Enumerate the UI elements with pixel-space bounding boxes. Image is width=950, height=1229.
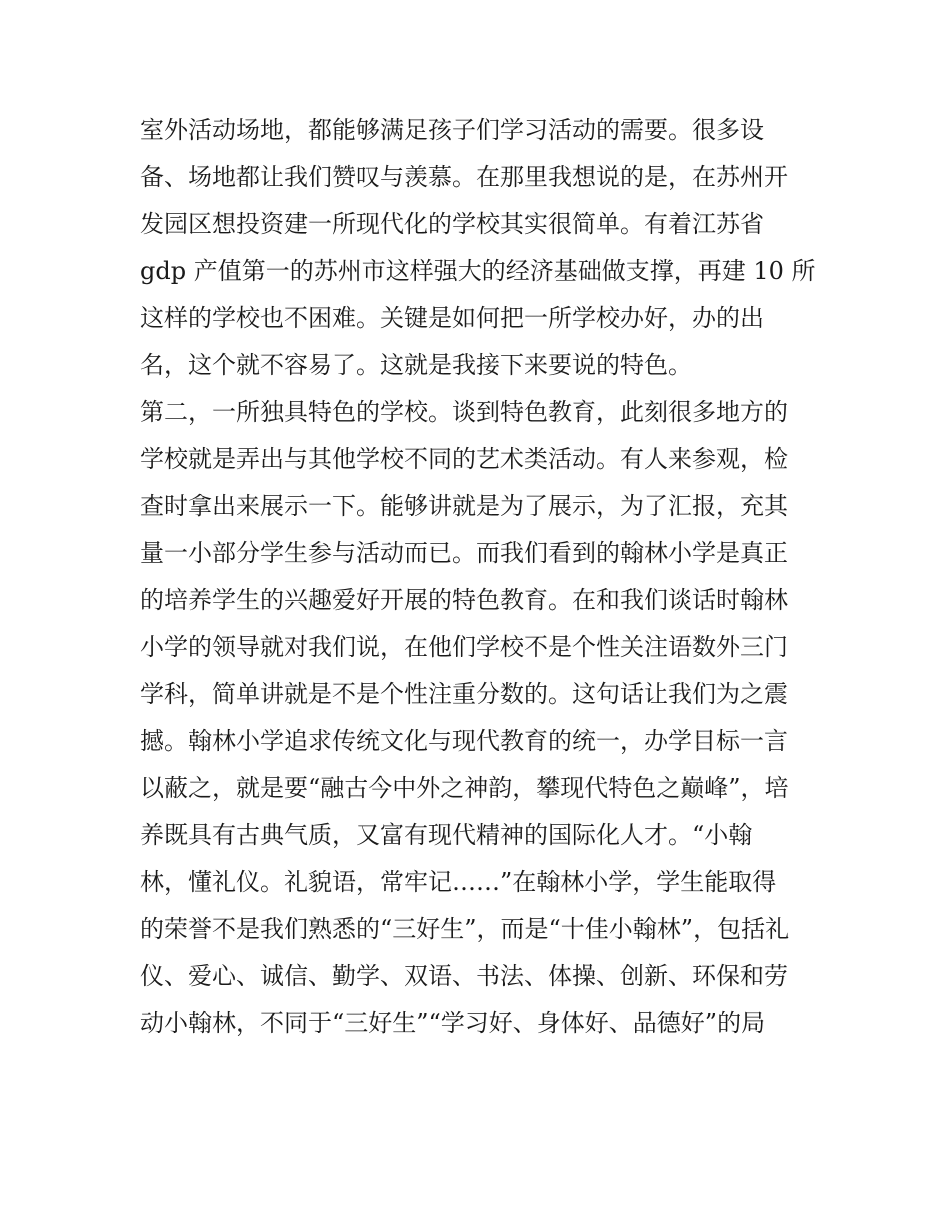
text-line: 的培养学生的兴趣爱好开展的特色教育。在和我们谈话时翰林 xyxy=(140,586,788,614)
text-line: 养既具有古典气质，又富有现代精神的国际化人才。“小翰 xyxy=(140,821,753,849)
text-line: gdp 产值第一的苏州市这样强大的经济基础做支撑，再建 10 所 xyxy=(140,257,816,285)
text-line: 撼。翰林小学追求传统文化与现代教育的统一，办学目标一言 xyxy=(140,727,788,755)
text-line: 小学的领导就对我们说，在他们学校不是个性关注语数外三门 xyxy=(140,633,788,661)
text-line: 发园区想投资建一所现代化的学校其实很简单。有着江苏省 xyxy=(140,210,764,238)
text-line: 备、场地都让我们赞叹与羡慕。在那里我想说的是，在苏州开 xyxy=(140,163,788,191)
text-line: 量一小部分学生参与活动而已。而我们看到的翰林小学是真正 xyxy=(140,539,788,567)
text-line: 学科，简单讲就是不是个性注重分数的。这句话让我们为之震 xyxy=(140,680,788,708)
text-line: 名，这个就不容易了。这就是我接下来要说的特色。 xyxy=(140,351,692,379)
text-line: 查时拿出来展示一下。能够讲就是为了展示，为了汇报，充其 xyxy=(140,492,788,520)
text-line: 的荣誉不是我们熟悉的“三好生”，而是“十佳小翰林”，包括礼 xyxy=(140,915,790,943)
body-text xyxy=(140,107,820,1047)
text-line: 动小翰林，不同于“三好生”“学习好、身体好、品德好”的局 xyxy=(140,1009,766,1037)
text-line: 第二，一所独具特色的学校。谈到特色教育，此刻很多地方的 xyxy=(140,398,788,426)
text-line: 仪、爱心、诚信、勤学、双语、书法、体操、创新、环保和劳 xyxy=(140,962,788,990)
text-line: 以蔽之，就是要“融古今中外之神韵，攀现代特色之巅峰”，培 xyxy=(140,774,789,802)
text-line: 学校就是弄出与其他学校不同的艺术类活动。有人来参观，检 xyxy=(140,445,788,473)
text-line: 林，懂礼仪。礼貌语，常牢记……”在翰林小学，学生能取得 xyxy=(140,868,777,896)
text-line: 这样的学校也不困难。关键是如何把一所学校办好，办的出 xyxy=(140,304,764,332)
text-line: 室外活动场地，都能够满足孩子们学习活动的需要。很多设 xyxy=(140,116,764,144)
